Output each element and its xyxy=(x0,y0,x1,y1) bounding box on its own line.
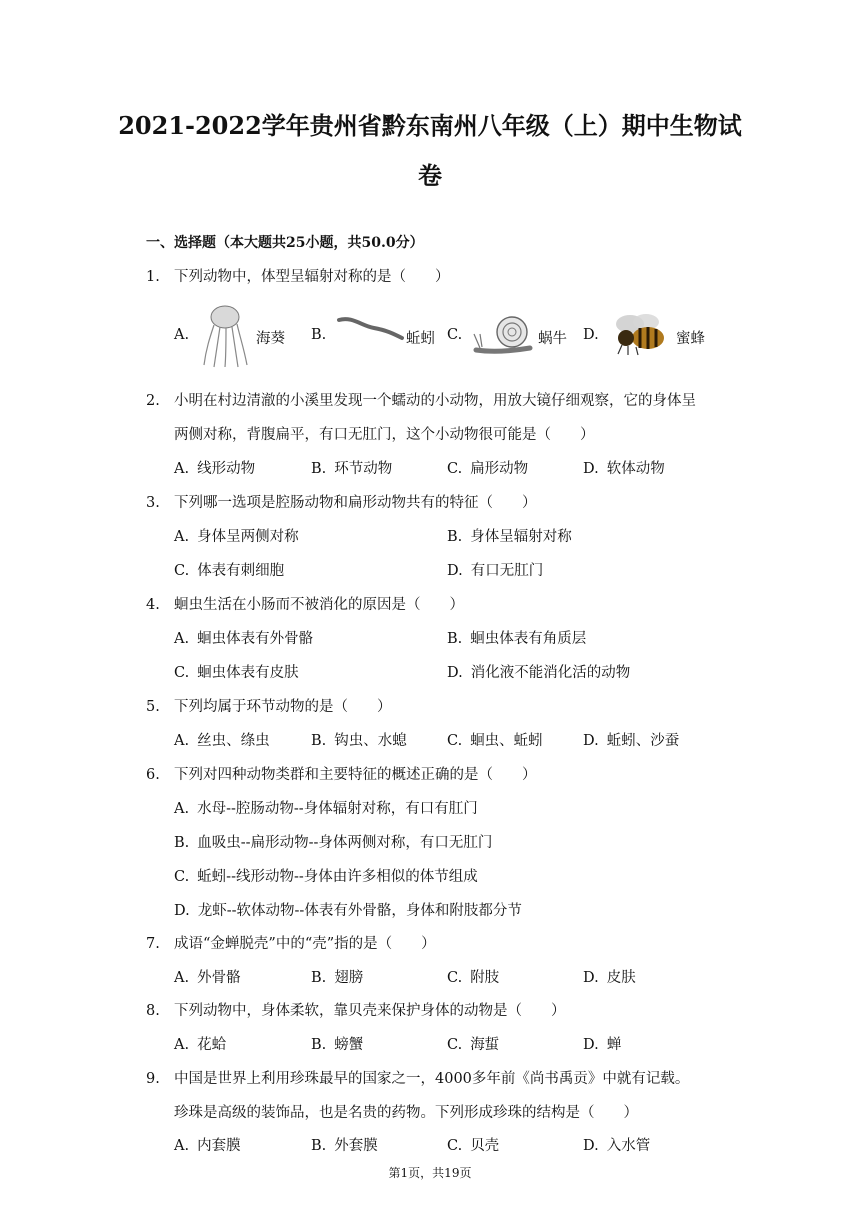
option-c-label: C. xyxy=(447,327,463,343)
option-text: 内套膜 xyxy=(197,1138,241,1154)
question-2 xyxy=(146,389,696,410)
option-text: 蚯蚓--线形动物--身体由许多相似的体节组成 xyxy=(197,869,478,885)
question-9-stem-continued: 珍珠是高级的装饰品，也是名贵的药物。下列形成珍珠的结构是（ ） xyxy=(174,1105,638,1121)
option-label: C. xyxy=(447,733,463,749)
option-text: 钩虫、水螅 xyxy=(334,733,407,749)
option-text: 海蜇 xyxy=(470,1037,500,1053)
option-label: C. xyxy=(447,461,463,477)
question-stem: 中国是世界上利用珍珠最早的国家之一，4000多年前《尚书禹贡》中就有记载。 xyxy=(174,1071,690,1087)
option-label: D. xyxy=(583,970,599,986)
option-label: D. xyxy=(583,1037,599,1053)
question-number: 3. xyxy=(146,495,160,511)
question-5 xyxy=(146,695,392,716)
option-label: D. xyxy=(447,665,463,681)
option-d xyxy=(583,1134,650,1155)
option-a xyxy=(174,1033,226,1054)
question-stem: 下列均属于环节动物的是（ ） xyxy=(174,699,392,715)
question-number: 9. xyxy=(146,1071,160,1087)
question-stem: 小明在村边清澈的小溪里发现一个蠕动的小动物，用放大镜仔细观察，它的身体呈 xyxy=(174,393,696,409)
option-label: B. xyxy=(311,970,327,986)
option-text: 身体呈两侧对称 xyxy=(197,529,299,545)
option-a xyxy=(174,797,478,818)
option-text: 软体动物 xyxy=(606,461,665,477)
option-c xyxy=(447,966,499,987)
option-text: 体表有刺细胞 xyxy=(197,563,285,579)
option-b xyxy=(311,457,392,478)
option-b xyxy=(311,966,363,987)
option-label: B. xyxy=(311,733,327,749)
option-b-label: B. xyxy=(311,327,327,343)
option-a xyxy=(174,457,255,478)
option-label: C. xyxy=(447,1138,463,1154)
option-label: A. xyxy=(174,801,190,817)
option-text: 蛔虫体表有角质层 xyxy=(470,631,587,647)
option-label: C. xyxy=(174,665,190,681)
question-7 xyxy=(146,932,436,953)
question-8 xyxy=(146,999,566,1020)
option-d xyxy=(447,661,630,682)
page-footer: 第1页，共19页 xyxy=(388,1166,472,1180)
option-label: B. xyxy=(174,835,190,851)
question-9 xyxy=(146,1067,689,1088)
option-b xyxy=(447,525,572,546)
option-b xyxy=(311,1033,363,1054)
option-text: 线形动物 xyxy=(197,461,256,477)
option-a xyxy=(174,525,299,546)
question-stem: 下列动物中，身体柔软，靠贝壳来保护身体的动物是（ ） xyxy=(174,1003,566,1019)
option-d xyxy=(583,457,665,478)
option-c xyxy=(174,865,478,886)
option-label: A. xyxy=(174,529,190,545)
option-label: A. xyxy=(174,970,190,986)
option-text: 翅膀 xyxy=(334,970,364,986)
question-1 xyxy=(146,265,450,286)
option-label: A. xyxy=(174,1037,190,1053)
question-number: 5. xyxy=(146,699,160,715)
document-title-line1: 2021-2022学年贵州省黔东南州八年级（上）期中生物试 xyxy=(118,111,742,140)
option-b xyxy=(311,1134,378,1155)
question-6 xyxy=(146,763,537,784)
option-text: 水母--腔肠动物--身体辐射对称，有口有肛门 xyxy=(197,801,478,817)
option-label: B. xyxy=(311,461,327,477)
option-a-text: 海葵 xyxy=(256,331,285,347)
question-number: 7. xyxy=(146,936,160,952)
option-d xyxy=(174,899,522,920)
question-stem: 下列哪一选项是腔肠动物和扁形动物共有的特征（ ） xyxy=(174,495,537,511)
option-text: 身体呈辐射对称 xyxy=(470,529,572,545)
snail-icon xyxy=(472,312,536,358)
option-label: D. xyxy=(583,1138,599,1154)
option-a-label: A. xyxy=(174,327,190,343)
option-b xyxy=(447,627,586,648)
option-c xyxy=(447,1134,499,1155)
option-a xyxy=(174,627,313,648)
earthworm-icon xyxy=(336,312,404,342)
option-c xyxy=(447,729,543,750)
option-d-label: D. xyxy=(583,327,599,343)
question-number: 1. xyxy=(146,269,160,285)
option-text: 螃蟹 xyxy=(334,1037,364,1053)
option-text: 附肢 xyxy=(470,970,500,986)
question-number: 6. xyxy=(146,767,160,783)
option-label: D. xyxy=(583,461,599,477)
option-label: A. xyxy=(174,733,190,749)
sea-anemone-icon xyxy=(200,303,250,369)
question-2-stem-continued: 两侧对称，背腹扁平，有口无肛门，这个小动物很可能是（ ） xyxy=(174,427,595,443)
option-b xyxy=(174,831,492,852)
option-label: C. xyxy=(447,970,463,986)
option-label: D. xyxy=(583,733,599,749)
option-text: 皮肤 xyxy=(606,970,636,986)
option-c xyxy=(174,661,299,682)
option-label: C. xyxy=(447,1037,463,1053)
option-d xyxy=(447,559,543,580)
question-stem: 蛔虫生活在小肠而不被消化的原因是（ ） xyxy=(174,597,464,613)
question-stem: 下列动物中，体型呈辐射对称的是（ ） xyxy=(174,269,450,285)
option-label: B. xyxy=(447,631,463,647)
section-heading: 一、选择题（本大题共25小题，共50.0分） xyxy=(146,235,424,251)
option-d xyxy=(583,966,636,987)
option-text: 外套膜 xyxy=(334,1138,378,1154)
option-label: C. xyxy=(174,869,190,885)
option-text: 蚯蚓、沙蚕 xyxy=(606,733,680,749)
option-label: A. xyxy=(174,461,190,477)
question-number: 2. xyxy=(146,393,160,409)
option-text: 血吸虫--扁形动物--身体两侧对称，有口无肛门 xyxy=(197,835,493,851)
question-stem: 下列对四种动物类群和主要特征的概述正确的是（ ） xyxy=(174,767,537,783)
option-label: D. xyxy=(174,903,190,919)
option-c xyxy=(447,457,528,478)
question-number: 4. xyxy=(146,597,160,613)
option-text: 扁形动物 xyxy=(470,461,529,477)
option-text: 有口无肛门 xyxy=(470,563,544,579)
option-text: 蛔虫体表有皮肤 xyxy=(197,665,299,681)
option-label: B. xyxy=(311,1037,327,1053)
option-a xyxy=(174,1134,241,1155)
option-b xyxy=(311,729,407,750)
question-4 xyxy=(146,593,464,614)
option-text: 龙虾--软体动物--体表有外骨骼，身体和附肢都分节 xyxy=(197,903,522,919)
option-text: 花蛤 xyxy=(197,1037,227,1053)
option-text: 蝉 xyxy=(606,1037,622,1053)
question-3 xyxy=(146,491,537,512)
option-label: B. xyxy=(447,529,463,545)
option-label: C. xyxy=(174,563,190,579)
option-c xyxy=(447,1033,499,1054)
option-text: 蛔虫体表有外骨骼 xyxy=(197,631,314,647)
option-d xyxy=(583,1033,621,1054)
option-b-text: 蚯蚓 xyxy=(406,331,435,347)
option-text: 贝壳 xyxy=(470,1138,500,1154)
option-label: D. xyxy=(447,563,463,579)
question-number: 8. xyxy=(146,1003,160,1019)
option-label: B. xyxy=(311,1138,327,1154)
option-text: 入水管 xyxy=(606,1138,651,1154)
option-d xyxy=(583,729,679,750)
option-text: 蛔虫、蚯蚓 xyxy=(470,733,543,749)
option-label: A. xyxy=(174,1138,190,1154)
option-a xyxy=(174,729,270,750)
option-a xyxy=(174,966,241,987)
option-c xyxy=(174,559,284,580)
option-text: 消化液不能消化活的动物 xyxy=(470,665,631,681)
option-text: 外骨骼 xyxy=(197,970,241,986)
document-title-line2: 卷 xyxy=(418,161,442,190)
option-label: A. xyxy=(174,631,190,647)
option-text: 环节动物 xyxy=(334,461,393,477)
option-text: 丝虫、绦虫 xyxy=(197,733,270,749)
option-c-text: 蜗牛 xyxy=(538,331,567,347)
option-d-text: 蜜蜂 xyxy=(676,331,705,347)
bee-icon xyxy=(608,310,670,356)
question-stem: 成语“金蝉脱壳”中的“壳”指的是（ ） xyxy=(174,936,436,952)
